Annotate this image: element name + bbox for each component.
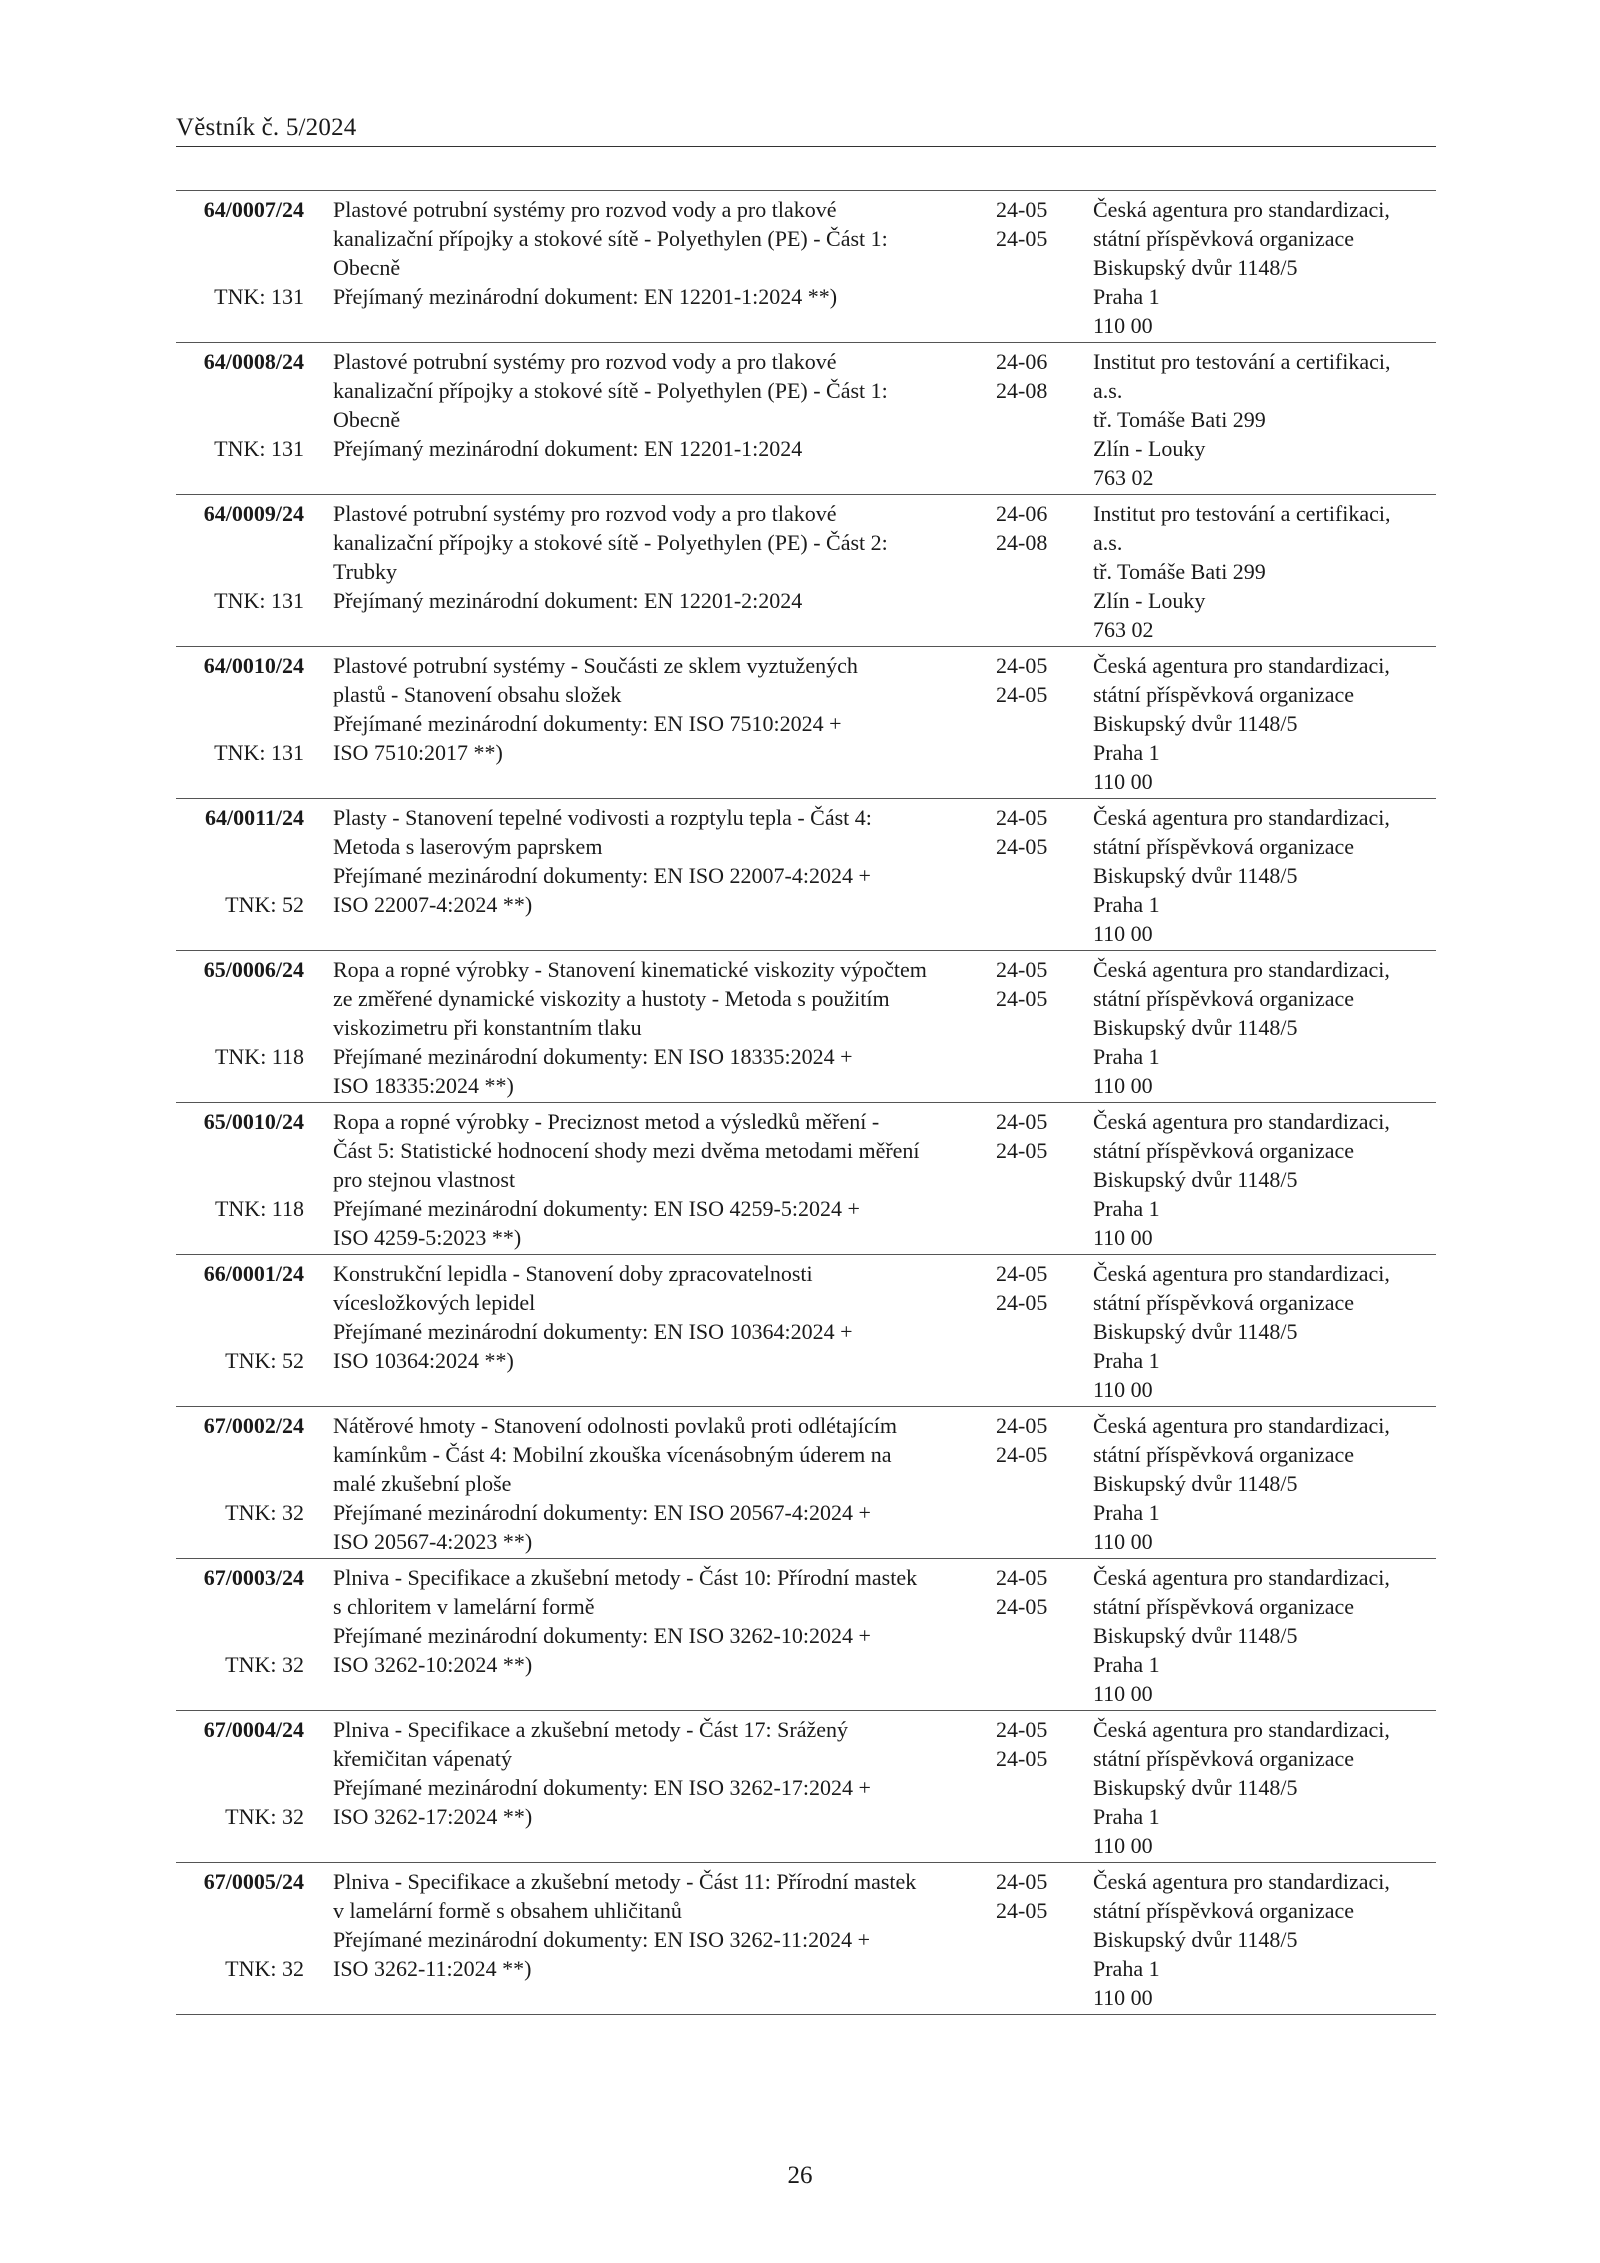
organization-line: Praha 1: [1093, 1196, 1160, 1221]
entry-dates: [996, 651, 1047, 709]
entry-id: 64/0011/24: [204, 805, 304, 830]
organization-line: Česká agentura pro standardizaci,: [1093, 805, 1390, 830]
description-line: Obecně: [333, 407, 401, 432]
organization-line: 110 00: [1093, 1529, 1153, 1554]
organization-line: státní příspěvková organizace: [1093, 834, 1355, 859]
description-line: plastů - Stanovení obsahu složek: [333, 682, 622, 707]
entry-organization: [1093, 1563, 1390, 1708]
organization-line: státní příspěvková organizace: [1093, 682, 1355, 707]
description-line: malé zkušební ploše: [333, 1471, 512, 1496]
date-value: 24-05: [996, 682, 1048, 707]
organization-line: 110 00: [1093, 1681, 1153, 1706]
organization-line: Česká agentura pro standardizaci,: [1093, 197, 1390, 222]
description-line: ISO 10364:2024 **): [333, 1348, 514, 1373]
description-line: Přejímané mezinárodní dokumenty: EN ISO 10364:2024 +: [333, 1319, 853, 1344]
description-line: Ropa a ropné výrobky - Preciznost metod a výsledků měření -: [333, 1109, 880, 1134]
date-value: 24-08: [996, 378, 1048, 403]
entry-organization: [1093, 347, 1391, 492]
list-item: [176, 647, 1436, 799]
organization-line: Praha 1: [1093, 1652, 1160, 1677]
description-line: ISO 7510:2017 **): [333, 740, 503, 765]
organization-line: Praha 1: [1093, 892, 1160, 917]
organization-line: Zlín - Louky: [1093, 436, 1206, 461]
date-value: 24-05: [996, 1746, 1048, 1771]
entry-dates: [996, 347, 1047, 405]
description-line: pro stejnou vlastnost: [333, 1167, 516, 1192]
entry-tnk: TNK: 131: [214, 588, 304, 613]
entry-description: [333, 1715, 1013, 1860]
entry-id: 67/0002/24: [203, 1413, 304, 1438]
organization-line: Biskupský dvůr 1148/5: [1093, 711, 1298, 736]
organization-line: Biskupský dvůr 1148/5: [1093, 1015, 1298, 1040]
entry-tnk: TNK: 118: [214, 1196, 304, 1221]
entry-dates: [996, 195, 1047, 253]
entry-dates: [996, 1715, 1047, 1773]
entry-description: [333, 1411, 1013, 1556]
description-line: ISO 3262-10:2024 **): [333, 1652, 533, 1677]
organization-line: Biskupský dvůr 1148/5: [1093, 1623, 1298, 1648]
description-line: Plastové potrubní systémy pro rozvod vody a pro tlakové: [333, 197, 837, 222]
date-value: 24-05: [996, 226, 1048, 251]
date-value: 24-05: [996, 653, 1048, 678]
date-value: 24-05: [996, 986, 1048, 1011]
organization-line: Česká agentura pro standardizaci,: [1093, 1565, 1390, 1590]
organization-line: tř. Tomáše Bati 299: [1093, 559, 1266, 584]
entry-tnk: TNK: 131: [214, 436, 304, 461]
entry-description: [333, 1867, 1013, 2012]
list-item: [176, 495, 1436, 647]
organization-line: Biskupský dvůr 1148/5: [1093, 1471, 1298, 1496]
organization-line: 763 02: [1093, 617, 1154, 642]
date-value: 24-05: [996, 1898, 1048, 1923]
organization-line: Institut pro testování a certifikaci,: [1093, 501, 1391, 526]
organization-line: Praha 1: [1093, 1044, 1160, 1069]
description-line: Přejímané mezinárodní dokumenty: EN ISO 18335:2024 +: [333, 1044, 853, 1069]
entry-description: [333, 1259, 1013, 1404]
description-line: Metoda s laserovým paprskem: [333, 834, 603, 859]
organization-line: Česká agentura pro standardizaci,: [1093, 1869, 1390, 1894]
page-title: Věstník č. 5/2024: [176, 114, 357, 141]
entry-id: 65/0010/24: [203, 1109, 304, 1134]
description-line: Přejímané mezinárodní dokumenty: EN ISO 3262-10:2024 +: [333, 1623, 871, 1648]
entry-organization: [1093, 1259, 1390, 1404]
entry-dates: [996, 803, 1047, 861]
entry-tnk: TNK: 32: [225, 1500, 304, 1525]
organization-line: státní příspěvková organizace: [1093, 226, 1355, 251]
description-line: křemičitan vápenatý: [333, 1746, 512, 1771]
organization-line: Praha 1: [1093, 1500, 1160, 1525]
description-line: Obecně: [333, 255, 401, 280]
organization-line: státní příspěvková organizace: [1093, 1594, 1355, 1619]
description-line: kanalizační přípojky a stokové sítě - Polyethylen (PE) - Část 1:: [333, 226, 888, 251]
entry-organization: [1093, 1411, 1390, 1556]
entry-organization: [1093, 1867, 1390, 2012]
list-item: [176, 1711, 1436, 1863]
list-item: [176, 1103, 1436, 1255]
entry-description: [333, 1563, 1013, 1708]
description-line: Přejímané mezinárodní dokumenty: EN ISO 20567-4:2024 +: [333, 1500, 871, 1525]
date-value: 24-05: [996, 1109, 1048, 1134]
entry-organization: [1093, 195, 1390, 340]
organization-line: 110 00: [1093, 1225, 1153, 1250]
organization-line: Praha 1: [1093, 1956, 1160, 1981]
organization-line: Institut pro testování a certifikaci,: [1093, 349, 1391, 374]
organization-line: Biskupský dvůr 1148/5: [1093, 255, 1298, 280]
entry-dates: [996, 499, 1047, 557]
organization-line: Česká agentura pro standardizaci,: [1093, 957, 1390, 982]
description-line: Plastové potrubní systémy - Součásti ze sklem vyztužených: [333, 653, 858, 678]
description-line: ISO 18335:2024 **): [333, 1073, 514, 1098]
description-line: v lamelární formě s obsahem uhličitanů: [333, 1898, 682, 1923]
date-value: 24-05: [996, 834, 1048, 859]
entry-tnk: TNK: 131: [214, 740, 304, 765]
description-line: Přejímané mezinárodní dokumenty: EN ISO 7510:2024 +: [333, 711, 842, 736]
entry-dates: [996, 1563, 1047, 1621]
description-line: ISO 4259-5:2023 **): [333, 1225, 522, 1250]
organization-line: státní příspěvková organizace: [1093, 1442, 1355, 1467]
organization-line: Česká agentura pro standardizaci,: [1093, 1413, 1390, 1438]
entry-dates: [996, 1107, 1047, 1165]
organization-line: a.s.: [1093, 530, 1123, 555]
organization-line: státní příspěvková organizace: [1093, 1138, 1355, 1163]
organization-line: Biskupský dvůr 1148/5: [1093, 1775, 1298, 1800]
organization-line: tř. Tomáše Bati 299: [1093, 407, 1266, 432]
entry-id: 64/0009/24: [203, 501, 304, 526]
entry-description: [333, 651, 1013, 796]
date-value: 24-05: [996, 805, 1048, 830]
organization-line: Česká agentura pro standardizaci,: [1093, 1717, 1390, 1742]
description-line: kamínkům - Část 4: Mobilní zkouška vícenásobným úderem na: [333, 1442, 892, 1467]
description-line: Nátěrové hmoty - Stanovení odolnosti povlaků proti odlétajícím: [333, 1413, 897, 1438]
date-value: 24-05: [996, 957, 1048, 982]
entry-tnk: TNK: 52: [225, 1348, 304, 1373]
entry-tnk: TNK: 118: [214, 1044, 304, 1069]
organization-line: 110 00: [1093, 769, 1153, 794]
description-line: Přejímaný mezinárodní dokument: EN 12201-1:2024 **): [333, 284, 838, 309]
entry-dates: [996, 1867, 1047, 1925]
entry-organization: [1093, 955, 1390, 1100]
organization-line: 110 00: [1093, 313, 1153, 338]
date-value: 24-05: [996, 1869, 1048, 1894]
date-value: 24-08: [996, 530, 1048, 555]
entry-id: 66/0001/24: [203, 1261, 304, 1286]
standards-list: [176, 190, 1436, 2015]
description-line: Plniva - Specifikace a zkušební metody - Část 17: Srážený: [333, 1717, 849, 1742]
description-line: kanalizační přípojky a stokové sítě - Polyethylen (PE) - Část 1:: [333, 378, 888, 403]
organization-line: Biskupský dvůr 1148/5: [1093, 1167, 1298, 1192]
organization-line: státní příspěvková organizace: [1093, 1898, 1355, 1923]
organization-line: Česká agentura pro standardizaci,: [1093, 1261, 1390, 1286]
entry-id: 64/0010/24: [203, 653, 304, 678]
description-line: Konstrukční lepidla - Stanovení doby zpracovatelnosti: [333, 1261, 813, 1286]
date-value: 24-05: [996, 1717, 1048, 1742]
date-value: 24-06: [996, 349, 1048, 374]
entry-id: 64/0007/24: [203, 197, 304, 222]
entry-organization: [1093, 803, 1390, 948]
entry-description: [333, 499, 1013, 644]
entry-dates: [996, 1411, 1047, 1469]
entry-tnk: TNK: 52: [225, 892, 304, 917]
description-line: Přejímané mezinárodní dokumenty: EN ISO 3262-17:2024 +: [333, 1775, 871, 1800]
date-value: 24-05: [996, 1261, 1048, 1286]
organization-line: 110 00: [1093, 1985, 1153, 2010]
organization-line: státní příspěvková organizace: [1093, 1290, 1355, 1315]
date-value: 24-05: [996, 1594, 1048, 1619]
date-value: 24-05: [996, 1138, 1048, 1163]
organization-line: Česká agentura pro standardizaci,: [1093, 653, 1390, 678]
entry-description: [333, 347, 1013, 492]
entry-organization: [1093, 651, 1390, 796]
description-line: Plasty - Stanovení tepelné vodivosti a rozptylu tepla - Část 4:: [333, 805, 872, 830]
list-item: [176, 343, 1436, 495]
organization-line: a.s.: [1093, 378, 1123, 403]
organization-line: Praha 1: [1093, 284, 1160, 309]
entry-organization: [1093, 1715, 1390, 1860]
organization-line: 110 00: [1093, 921, 1153, 946]
description-line: ISO 22007-4:2024 **): [333, 892, 533, 917]
description-line: Plniva - Specifikace a zkušební metody - Část 10: Přírodní mastek: [333, 1565, 918, 1590]
date-value: 24-05: [996, 1290, 1048, 1315]
description-line: Přejímané mezinárodní dokumenty: EN ISO 4259-5:2024 +: [333, 1196, 860, 1221]
organization-line: Biskupský dvůr 1148/5: [1093, 1319, 1298, 1344]
organization-line: Praha 1: [1093, 1804, 1160, 1829]
description-line: Část 5: Statistické hodnocení shody mezi dvěma metodami měření: [333, 1138, 920, 1163]
description-line: kanalizační přípojky a stokové sítě - Polyethylen (PE) - Část 2:: [333, 530, 888, 555]
organization-line: Biskupský dvůr 1148/5: [1093, 863, 1298, 888]
description-line: ze změřené dynamické viskozity a hustoty - Metoda s použitím: [333, 986, 890, 1011]
entry-id: 67/0005/24: [203, 1869, 304, 1894]
description-line: Plastové potrubní systémy pro rozvod vody a pro tlakové: [333, 349, 837, 374]
organization-line: Zlín - Louky: [1093, 588, 1206, 613]
list-item: [176, 1863, 1436, 2015]
description-line: s chloritem v lamelární formě: [333, 1594, 595, 1619]
list-item: [176, 1255, 1436, 1407]
organization-line: 110 00: [1093, 1377, 1153, 1402]
organization-line: státní příspěvková organizace: [1093, 1746, 1355, 1771]
date-value: 24-05: [996, 1413, 1048, 1438]
description-line: ISO 3262-17:2024 **): [333, 1804, 533, 1829]
entry-organization: [1093, 499, 1391, 644]
organization-line: Biskupský dvůr 1148/5: [1093, 1927, 1298, 1952]
page-header: [176, 110, 1436, 147]
description-line: Přejímané mezinárodní dokumenty: EN ISO 22007-4:2024 +: [333, 863, 871, 888]
entry-organization: [1093, 1107, 1390, 1252]
description-line: Přejímané mezinárodní dokumenty: EN ISO 3262-11:2024 +: [333, 1927, 871, 1952]
entry-tnk: TNK: 32: [225, 1804, 304, 1829]
organization-line: 110 00: [1093, 1833, 1153, 1858]
description-line: ISO 20567-4:2023 **): [333, 1529, 533, 1554]
entry-dates: [996, 1259, 1047, 1317]
date-value: 24-05: [996, 1442, 1048, 1467]
entry-id: 64/0008/24: [203, 349, 304, 374]
description-line: Plastové potrubní systémy pro rozvod vody a pro tlakové: [333, 501, 837, 526]
entry-description: [333, 195, 1013, 340]
entry-id: 67/0004/24: [203, 1717, 304, 1742]
list-item: [176, 1559, 1436, 1711]
description-line: Ropa a ropné výrobky - Stanovení kinematické viskozity výpočtem: [333, 957, 927, 982]
description-line: Trubky: [333, 559, 397, 584]
organization-line: Praha 1: [1093, 740, 1160, 765]
date-value: 24-06: [996, 501, 1048, 526]
description-line: Přejímaný mezinárodní dokument: EN 12201-1:2024: [333, 436, 803, 461]
organization-line: Praha 1: [1093, 1348, 1160, 1373]
list-item: [176, 951, 1436, 1103]
list-item: [176, 799, 1436, 951]
entry-tnk: TNK: 32: [225, 1956, 304, 1981]
page-number: 26: [787, 2162, 813, 2189]
entry-description: [333, 803, 1013, 948]
entry-tnk: TNK: 131: [214, 284, 304, 309]
entry-description: [333, 1107, 1013, 1252]
description-line: vícesložkových lepidel: [333, 1290, 536, 1315]
organization-line: Česká agentura pro standardizaci,: [1093, 1109, 1390, 1134]
list-item: [176, 1407, 1436, 1559]
entry-id: 65/0006/24: [203, 957, 304, 982]
entry-id: 67/0003/24: [203, 1565, 304, 1590]
description-line: Přejímaný mezinárodní dokument: EN 12201-2:2024: [333, 588, 803, 613]
date-value: 24-05: [996, 1565, 1048, 1590]
entry-dates: [996, 955, 1047, 1013]
list-item: [176, 191, 1436, 343]
description-line: Plniva - Specifikace a zkušební metody - Část 11: Přírodní mastek: [333, 1869, 917, 1894]
entry-description: [333, 955, 1013, 1100]
entry-tnk: TNK: 32: [225, 1652, 304, 1677]
organization-line: 110 00: [1093, 1073, 1153, 1098]
description-line: viskozimetru při konstantním tlaku: [333, 1015, 642, 1040]
organization-line: 763 02: [1093, 465, 1154, 490]
description-line: ISO 3262-11:2024 **): [333, 1956, 532, 1981]
organization-line: státní příspěvková organizace: [1093, 986, 1355, 1011]
date-value: 24-05: [996, 197, 1048, 222]
